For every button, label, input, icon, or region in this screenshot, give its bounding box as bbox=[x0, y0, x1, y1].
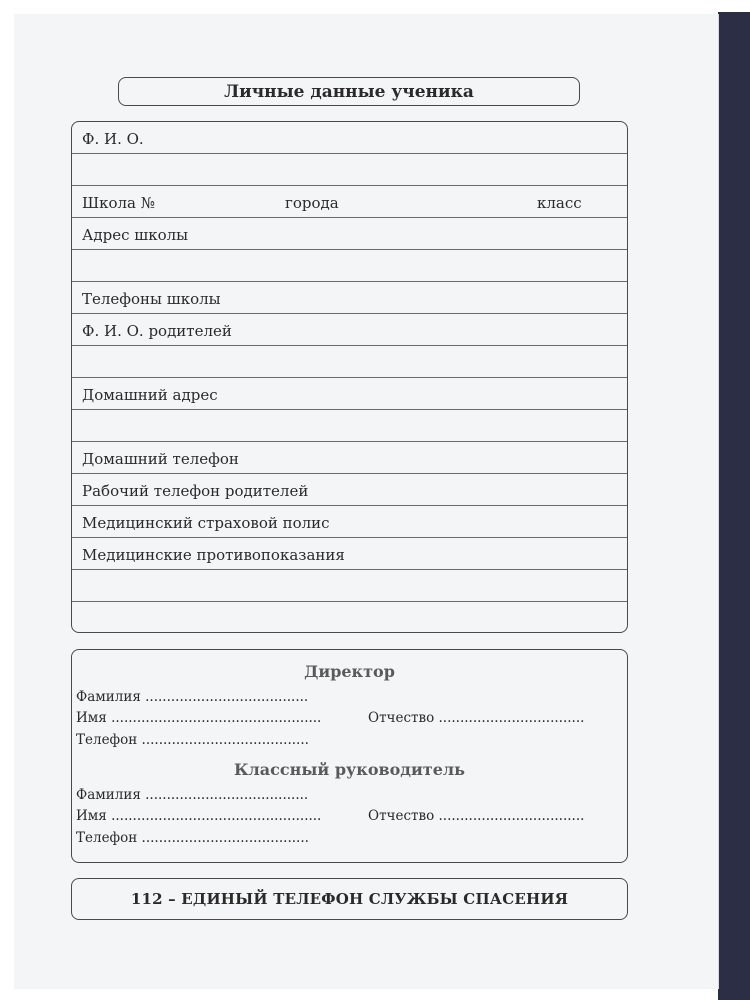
page-title: Личные данные ученика bbox=[118, 77, 580, 106]
form-label: Домашний телефон bbox=[82, 450, 239, 468]
director-phone-field[interactable]: Телефон ....................................... bbox=[76, 732, 309, 748]
form-label: Школа № bbox=[82, 194, 155, 212]
form-row-parents-work-phone[interactable] bbox=[72, 474, 627, 506]
form-row-blank[interactable] bbox=[72, 410, 627, 442]
form-row-full-name[interactable] bbox=[72, 122, 627, 154]
form-row-contraindications[interactable] bbox=[72, 538, 627, 570]
form-label: Ф. И. О. родителей bbox=[82, 322, 232, 340]
form-row-parents-name[interactable] bbox=[72, 314, 627, 346]
contacts-section bbox=[71, 649, 628, 863]
form-label: Медицинский страховой полис bbox=[82, 514, 330, 532]
emergency-phone-banner: 112 – ЕДИНЫЙ ТЕЛЕФОН СЛУЖБЫ СПАСЕНИЯ bbox=[71, 878, 628, 920]
form-label: Телефоны школы bbox=[82, 290, 221, 308]
form-row-school-address[interactable] bbox=[72, 218, 627, 250]
diary-page bbox=[14, 14, 719, 989]
teacher-phone-field[interactable]: Телефон ....................................... bbox=[76, 830, 309, 846]
form-row-blank[interactable] bbox=[72, 570, 627, 602]
form-row-home-address[interactable] bbox=[72, 378, 627, 410]
form-row-blank[interactable] bbox=[72, 250, 627, 282]
form-row-blank[interactable] bbox=[72, 602, 627, 632]
director-name-field[interactable]: Имя ................................................. bbox=[76, 710, 322, 726]
form-label-class: класс bbox=[537, 194, 582, 212]
personal-data-form bbox=[71, 121, 628, 633]
form-label: Медицинские противопоказания bbox=[82, 546, 345, 564]
director-heading: Директор bbox=[304, 662, 395, 681]
form-row-insurance-policy[interactable] bbox=[72, 506, 627, 538]
form-label: Домашний адрес bbox=[82, 386, 218, 404]
form-row-home-phone[interactable] bbox=[72, 442, 627, 474]
director-surname-field[interactable]: Фамилия ...................................... bbox=[76, 689, 309, 705]
form-label-city: города bbox=[285, 194, 339, 212]
director-patronymic-field[interactable]: Отчество .................................. bbox=[368, 710, 585, 726]
form-row-blank[interactable] bbox=[72, 154, 627, 186]
teacher-name-field[interactable]: Имя ................................................. bbox=[76, 808, 322, 824]
form-row-school[interactable] bbox=[72, 186, 627, 218]
form-row-school-phones[interactable] bbox=[72, 282, 627, 314]
class-teacher-heading: Классный руководитель bbox=[233, 760, 466, 779]
notebook-cover-edge bbox=[718, 12, 750, 1000]
teacher-patronymic-field[interactable]: Отчество .................................. bbox=[368, 808, 585, 824]
form-label: Ф. И. О. bbox=[82, 130, 144, 148]
teacher-surname-field[interactable]: Фамилия ...................................... bbox=[76, 787, 309, 803]
form-label: Адрес школы bbox=[82, 226, 189, 244]
form-label: Рабочий телефон родителей bbox=[82, 482, 309, 500]
form-row-blank[interactable] bbox=[72, 346, 627, 378]
